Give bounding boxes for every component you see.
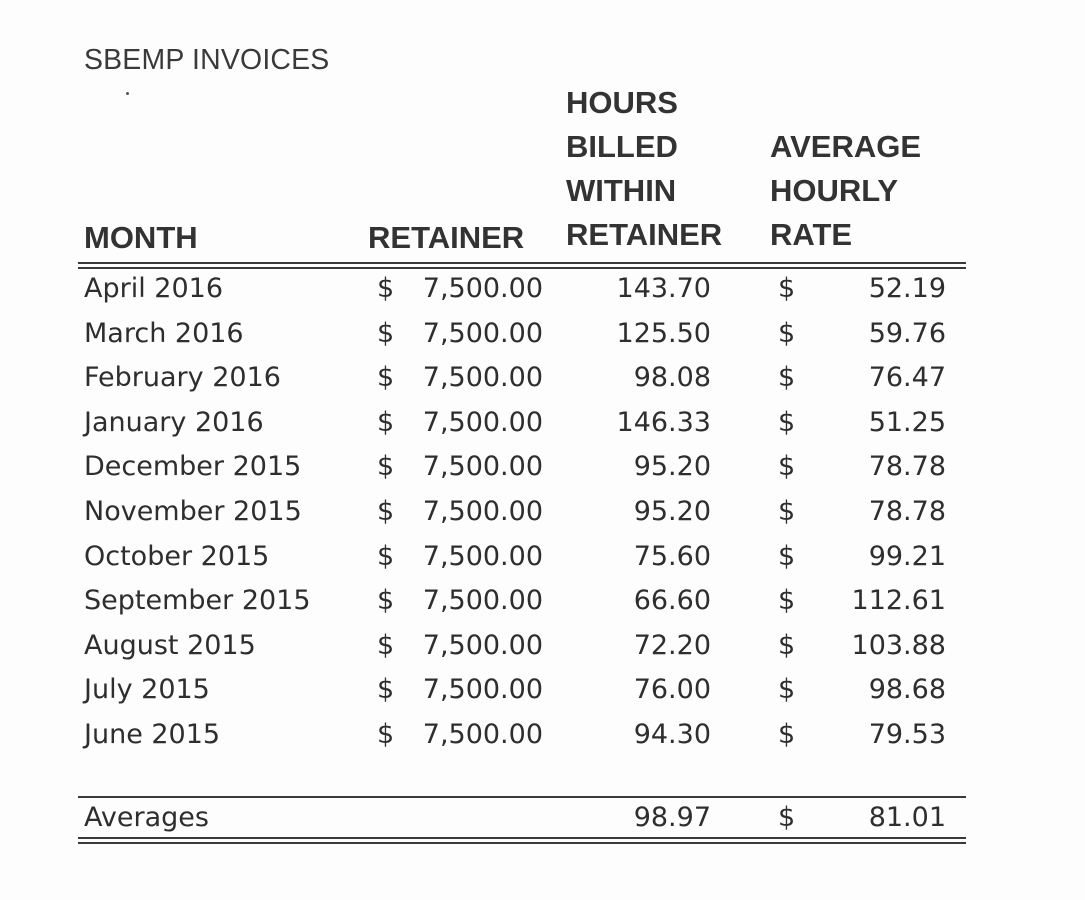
retainer-dollar-sign: $ (377, 674, 395, 705)
footer-rule-top (78, 837, 966, 839)
table-row (0, 579, 1085, 623)
footer-rule-bottom (78, 842, 966, 844)
document-title: SBEMP INVOICES (84, 44, 330, 76)
rate-dollar-sign: $ (778, 273, 796, 304)
table-row (0, 490, 1085, 534)
rate-dollar-sign: $ (778, 362, 796, 393)
retainer-dollar-sign: $ (377, 585, 395, 616)
header-hours-line-2: BILLED (566, 129, 678, 164)
hours-billed-cell: 125.50 (616, 318, 711, 349)
retainer-cell: 7,500.00 (422, 496, 543, 527)
header-hours-line-3: WITHIN (566, 173, 677, 208)
month-cell: January 2016 (84, 407, 264, 438)
table-row (0, 624, 1085, 668)
rate-dollar-sign: $ (778, 541, 796, 572)
table-row (0, 401, 1085, 445)
rate-dollar-sign: $ (778, 407, 796, 438)
hourly-rate-cell: 79.53 (868, 719, 946, 750)
hours-billed-cell: 95.20 (633, 496, 711, 527)
averages-row (0, 796, 1085, 840)
averages-rate-dollar-sign: $ (778, 802, 796, 833)
table-row (0, 267, 1085, 311)
scan-speck (126, 92, 129, 95)
retainer-dollar-sign: $ (377, 362, 395, 393)
hourly-rate-cell: 51.25 (868, 407, 946, 438)
header-retainer: RETAINER (368, 220, 525, 255)
retainer-cell: 7,500.00 (422, 273, 543, 304)
month-cell: March 2016 (84, 318, 244, 349)
header-average-rate (770, 125, 921, 257)
hours-billed-cell: 66.60 (633, 585, 711, 616)
table-row (0, 312, 1085, 356)
header-hours-line-1: HOURS (566, 85, 678, 120)
retainer-cell: 7,500.00 (422, 541, 543, 572)
month-cell: December 2015 (84, 451, 302, 482)
hourly-rate-cell: 103.88 (851, 630, 946, 661)
rate-dollar-sign: $ (778, 674, 796, 705)
hours-billed-cell: 146.33 (616, 407, 711, 438)
header-month: MONTH (84, 220, 198, 255)
header-hours-line-4: RETAINER (566, 217, 723, 252)
hours-billed-cell: 72.20 (633, 630, 711, 661)
hourly-rate-cell: 59.76 (868, 318, 946, 349)
retainer-cell: 7,500.00 (422, 585, 543, 616)
month-cell: April 2016 (84, 273, 224, 304)
table-row (0, 535, 1085, 579)
hours-billed-cell: 94.30 (633, 719, 711, 750)
retainer-cell: 7,500.00 (422, 719, 543, 750)
retainer-dollar-sign: $ (377, 451, 395, 482)
rate-dollar-sign: $ (778, 630, 796, 661)
rate-dollar-sign: $ (778, 496, 796, 527)
retainer-dollar-sign: $ (377, 407, 395, 438)
month-cell: October 2015 (84, 541, 270, 572)
header-rate-line-1: AVERAGE (770, 129, 922, 164)
retainer-dollar-sign: $ (377, 541, 395, 572)
header-hours-billed (566, 81, 722, 257)
hourly-rate-cell: 78.78 (868, 451, 946, 482)
hourly-rate-cell: 98.68 (868, 674, 946, 705)
rate-dollar-sign: $ (778, 585, 796, 616)
retainer-cell: 7,500.00 (422, 407, 543, 438)
hourly-rate-cell: 52.19 (868, 273, 946, 304)
month-cell: August 2015 (84, 630, 256, 661)
retainer-cell: 7,500.00 (422, 451, 543, 482)
hours-billed-cell: 143.70 (616, 273, 711, 304)
rate-dollar-sign: $ (778, 318, 796, 349)
month-cell: June 2015 (84, 719, 221, 750)
retainer-cell: 7,500.00 (422, 630, 543, 661)
month-cell: September 2015 (84, 585, 311, 616)
table-row (0, 445, 1085, 489)
header-rate-line-2: HOURLY (770, 173, 899, 208)
table-row (0, 356, 1085, 400)
hours-billed-cell: 76.00 (633, 674, 711, 705)
hourly-rate-cell: 99.21 (868, 541, 946, 572)
averages-label: Averages (84, 802, 209, 833)
retainer-dollar-sign: $ (377, 273, 395, 304)
retainer-dollar-sign: $ (377, 719, 395, 750)
month-cell: February 2016 (84, 362, 281, 393)
hours-billed-cell: 75.60 (633, 541, 711, 572)
hourly-rate-cell: 78.78 (868, 496, 946, 527)
month-cell: November 2015 (84, 496, 302, 527)
rate-dollar-sign: $ (778, 719, 796, 750)
table-row (0, 668, 1085, 712)
hours-billed-cell: 95.20 (633, 451, 711, 482)
rate-dollar-sign: $ (778, 451, 796, 482)
hours-billed-cell: 98.08 (633, 362, 711, 393)
table-row (0, 713, 1085, 757)
retainer-cell: 7,500.00 (422, 674, 543, 705)
averages-rate: 81.01 (868, 802, 946, 833)
retainer-dollar-sign: $ (377, 496, 395, 527)
retainer-cell: 7,500.00 (422, 362, 543, 393)
header-rate-line-3: RATE (770, 217, 853, 252)
retainer-cell: 7,500.00 (422, 318, 543, 349)
hourly-rate-cell: 76.47 (868, 362, 946, 393)
retainer-dollar-sign: $ (377, 318, 395, 349)
retainer-dollar-sign: $ (377, 630, 395, 661)
averages-hours: 98.97 (633, 802, 711, 833)
header-rule-top (78, 262, 966, 264)
hourly-rate-cell: 112.61 (851, 585, 946, 616)
month-cell: July 2015 (84, 674, 210, 705)
